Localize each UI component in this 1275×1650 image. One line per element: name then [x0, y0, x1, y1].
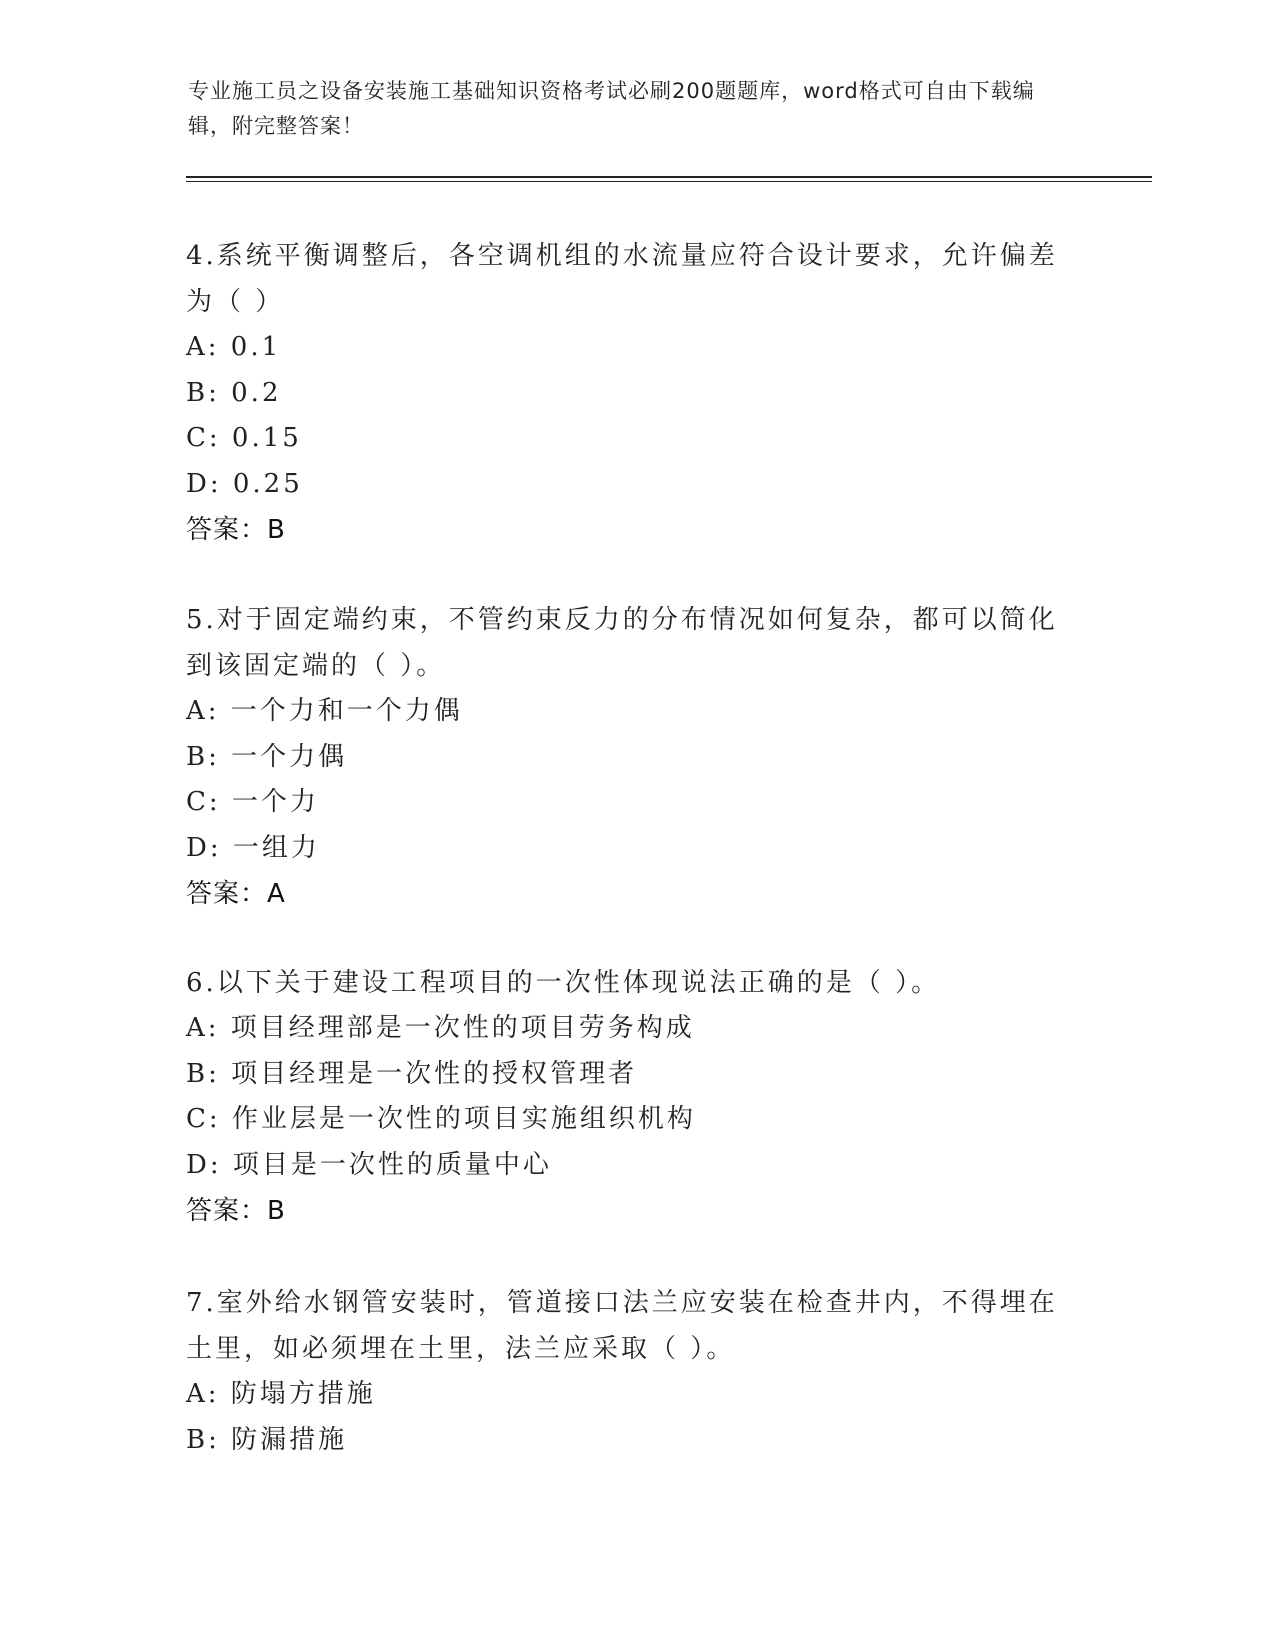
option-c: C: 作业层是一次性的项目实施组织机构	[186, 1104, 696, 1134]
option-a: A: 防塌方措施	[186, 1379, 376, 1409]
question-stem: 6.以下关于建设工程项目的一次性体现说法正确的是（ ）。	[186, 968, 941, 998]
option-b: B: 0.2	[186, 377, 282, 408]
option-d: D: 项目是一次性的质量中心	[186, 1149, 552, 1180]
question-stem: 4.系统平衡调整后，各空调机组的水流量应符合设计要求，允许偏差为（ ）	[186, 241, 1058, 317]
option-b: B: 防漏措施	[186, 1424, 348, 1455]
option-c: C: 0.15	[186, 423, 302, 453]
option-b: B: 项目经理是一次性的授权管理者	[186, 1058, 638, 1089]
question-item	[186, 233, 1086, 553]
option-d: D: 一组力	[186, 832, 320, 863]
option-c: C: 一个力	[186, 787, 319, 817]
option-b: B: 一个力偶	[186, 741, 348, 772]
question-item	[186, 960, 1086, 1234]
document-header: 专业施工员之设备安装施工基础知识资格考试必刷200题题库，word格式可自由下载编辑，附完整答案！	[188, 79, 1035, 138]
option-a: A: 0.1	[186, 332, 282, 362]
option-d: D: 0.25	[186, 468, 303, 499]
question-stem: 5.对于固定端约束，不管约束反力的分布情况如何复杂，都可以简化到该固定端的（ ）。	[186, 605, 1058, 681]
header-divider-bottom	[186, 181, 1152, 182]
header-divider-top	[186, 176, 1152, 178]
answer-line: 答案：B	[186, 1196, 286, 1226]
option-a: A: 一个力和一个力偶	[186, 696, 463, 726]
answer-line: 答案：B	[186, 515, 286, 545]
answer-line: 答案：A	[186, 879, 286, 909]
option-a: A: 项目经理部是一次性的项目劳务构成	[186, 1013, 695, 1043]
question-stem: 7.室外给水钢管安装时，管道接口法兰应安装在检查井内，不得埋在土里，如必须埋在土里，法兰应采取（ ）。	[186, 1288, 1058, 1364]
question-item	[186, 1280, 1086, 1463]
question-item	[186, 597, 1086, 917]
